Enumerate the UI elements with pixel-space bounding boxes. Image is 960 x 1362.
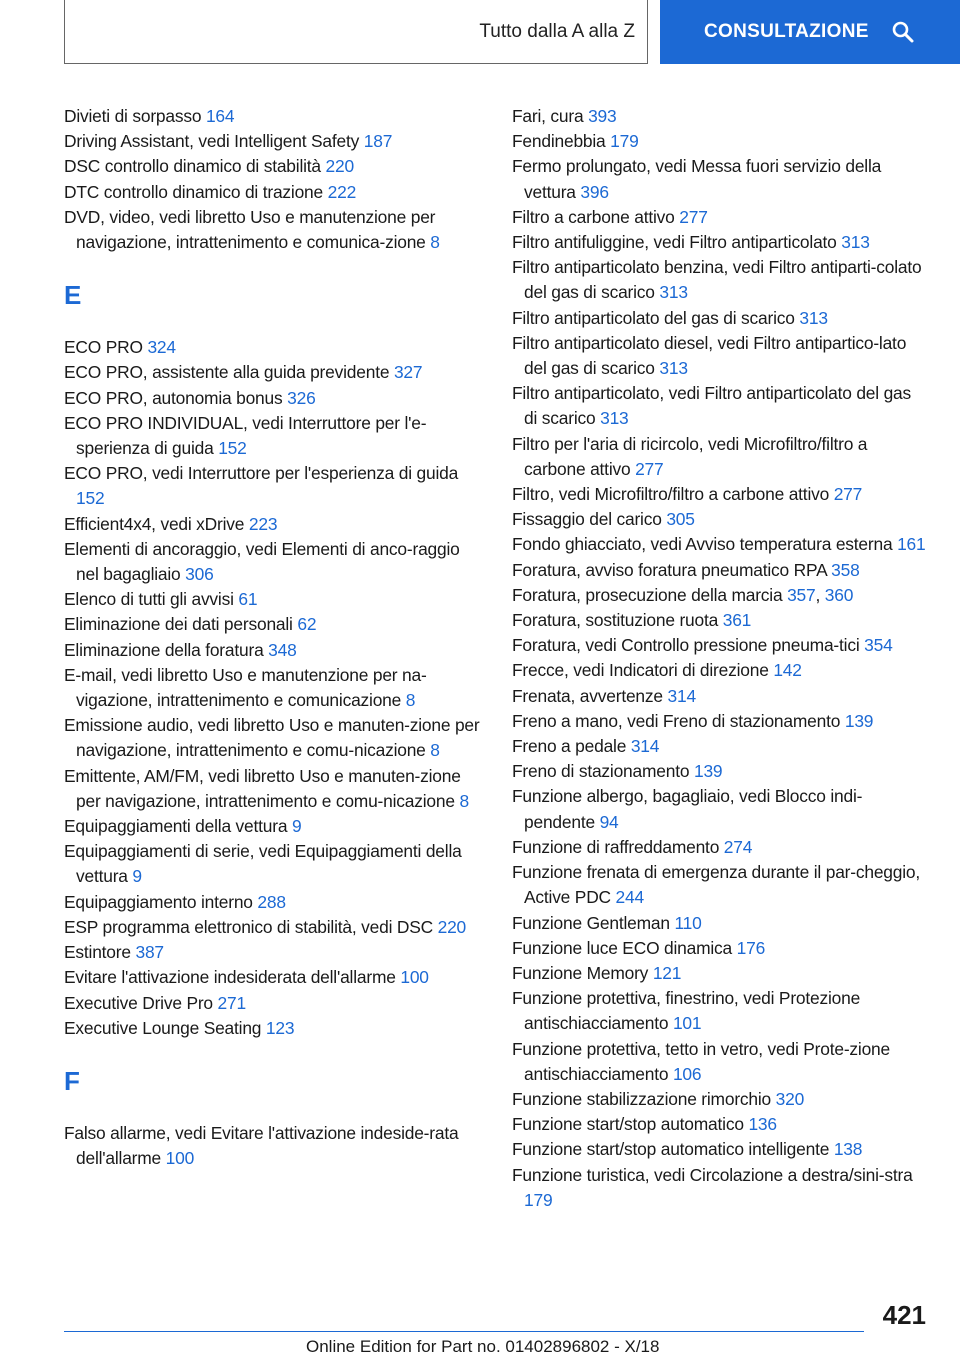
index-entry-term: Filtro antiparticolato, vedi Filtro antiparticolato del gas di scarico xyxy=(512,383,912,429)
page-reference-link[interactable]: 314 xyxy=(630,736,660,757)
page-reference-link[interactable]: 139 xyxy=(844,710,874,731)
page-reference-link[interactable]: 161 xyxy=(897,534,926,555)
index-entry xyxy=(512,860,928,910)
index-entry-term: Equipaggiamenti di serie, vedi Equipaggiamenti della vettura xyxy=(64,841,462,887)
index-entry-term: Filtro antifuliggine, vedi Filtro antiparticolato xyxy=(512,232,842,253)
page-reference-link[interactable]: 152 xyxy=(76,488,105,509)
page-reference-link[interactable]: 110 xyxy=(674,912,702,933)
index-entry-term: Funzione luce ECO dinamica xyxy=(512,937,737,958)
index-entry xyxy=(512,1112,928,1137)
index-entry-term: Freno a mano, vedi Freno di stazionamento xyxy=(512,710,845,731)
index-entry-term: Funzione di raffreddamento xyxy=(512,836,724,857)
index-entry-term: Driving Assistant, vedi Intelligent Safety xyxy=(64,131,364,152)
index-entry xyxy=(512,306,928,331)
page-reference-link[interactable]: 222 xyxy=(327,181,357,202)
section-tab-consultazione[interactable] xyxy=(660,0,960,64)
index-entry-term: ECO PRO, autonomia bonus xyxy=(64,387,288,408)
index-entry-term: Estintore xyxy=(64,942,136,963)
page-reference-link[interactable]: 360 xyxy=(824,584,854,605)
index-entry xyxy=(512,482,928,507)
index-entry-term: Eliminazione dei dati personali xyxy=(64,614,298,635)
index-entry-term: Funzione start/stop automatico intelligente xyxy=(512,1139,834,1160)
page-reference-link[interactable]: 62 xyxy=(297,614,317,635)
page-reference-link[interactable]: 8 xyxy=(430,232,440,253)
index-entry xyxy=(64,104,484,129)
index-entry xyxy=(64,915,484,940)
footer-edition-text: Online Edition for Part no. 01402896802 - X/18 xyxy=(306,1337,660,1356)
index-entry xyxy=(512,1087,928,1112)
page-reference-link[interactable]: 101 xyxy=(672,1013,702,1034)
index-entry xyxy=(512,205,928,230)
page-reference-link[interactable]: 100 xyxy=(165,1148,195,1169)
index-entry xyxy=(512,633,928,658)
index-entry xyxy=(512,608,928,633)
page-reference-link[interactable]: 277 xyxy=(635,458,664,479)
index-entry xyxy=(512,154,928,204)
index-entry xyxy=(64,411,484,461)
index-entry xyxy=(512,835,928,860)
index-entry xyxy=(512,936,928,961)
breadcrumb-label: Tutto dalla A alla Z xyxy=(479,20,635,42)
index-entry-term: E-mail, vedi libretto Uso e manutenzione per na-vigazione, intrattenimento e comunicazione xyxy=(64,664,427,711)
index-entry xyxy=(64,360,484,385)
index-entry-term: Emittente, AM/FM, vedi libretto Uso e manuten-zione per navigazione, intrattenimento e comu-nicazione xyxy=(64,765,461,811)
index-entry-term: Executive Lounge Seating xyxy=(64,1017,266,1038)
index-entry xyxy=(512,432,928,482)
page-reference-link[interactable]: 136 xyxy=(748,1114,777,1135)
page-reference-link[interactable]: 314 xyxy=(667,685,696,706)
page-reference-link[interactable]: 313 xyxy=(659,282,688,303)
page-reference-link[interactable]: 8 xyxy=(405,690,416,711)
page-reference-link[interactable]: 361 xyxy=(722,610,752,631)
index-entry-term: Freno di stazionamento xyxy=(512,761,694,782)
page-reference-link[interactable]: 354 xyxy=(864,635,893,656)
index-entry xyxy=(64,965,484,990)
index-entry-term: Emissione audio, vedi libretto Uso e manuten-zione per navigazione, intrattenimento e comu-nicazione xyxy=(64,715,480,761)
index-entry xyxy=(64,129,484,154)
index-entry xyxy=(64,1016,484,1041)
index-entry-term: ESP programma elettronico di stabilità, vedi DSC xyxy=(64,916,438,937)
section-label: CONSULTAZIONE xyxy=(704,21,869,42)
index-entry-term: Frecce, vedi Indicatori di direzione xyxy=(512,660,774,681)
index-entry-term: Eliminazione della foratura xyxy=(64,639,269,660)
index-entry-term: Funzione Gentleman xyxy=(512,912,675,933)
index-entry-term: Filtro, vedi Microfiltro/filtro a carbone attivo xyxy=(512,484,834,505)
index-entry-term: Fendinebbia xyxy=(512,131,611,152)
index-column-right xyxy=(512,104,928,1213)
index-entry-term: Fondo ghiacciato, vedi Avviso temperatura esterna xyxy=(512,534,898,555)
page-reference-link[interactable]: 288 xyxy=(257,891,286,912)
index-entry xyxy=(64,205,484,255)
page-reference-link[interactable]: 94 xyxy=(599,811,619,832)
index-entry xyxy=(64,461,484,511)
page-reference-link[interactable]: 387 xyxy=(135,942,164,963)
page-reference-link[interactable]: 9 xyxy=(132,866,142,887)
index-entry xyxy=(512,986,928,1036)
index-entry xyxy=(64,764,484,814)
index-entry-term: Filtro per l'aria di ricircolo, vedi Microfiltro/filtro a carbone attivo xyxy=(512,433,868,479)
index-entry-term: Funzione stabilizzazione rimorchio xyxy=(512,1088,776,1109)
page-reference-link[interactable]: 138 xyxy=(833,1139,863,1160)
page-reference-link[interactable]: 357 xyxy=(787,584,816,605)
index-entry-term: Foratura, vedi Controllo pressione pneuma-tici xyxy=(512,635,865,656)
index-entry xyxy=(512,684,928,709)
index-entry xyxy=(512,255,928,305)
index-entry-term: Fari, cura xyxy=(512,106,589,126)
page-reference-link[interactable]: 277 xyxy=(833,484,863,505)
index-entry-term: Fermo prolungato, vedi Messa fuori servizio della vettura xyxy=(512,156,882,202)
index-entry xyxy=(512,331,928,381)
index-entry-term: Filtro antiparticolato benzina, vedi Filtro antiparti-colato del gas di scarico xyxy=(512,257,922,303)
index-entry xyxy=(64,587,484,612)
index-entry-term: Funzione Memory xyxy=(512,962,653,983)
index-entry xyxy=(64,180,484,205)
index-entry-term: Equipaggiamento interno xyxy=(64,891,258,912)
index-entry xyxy=(512,532,928,557)
page-reference-link[interactable]: 179 xyxy=(610,131,639,152)
index-entry xyxy=(64,663,484,713)
page-reference-link[interactable]: 220 xyxy=(437,916,467,937)
index-entry-term: Frenata, avvertenze xyxy=(512,685,668,706)
index-entry-term: Divieti di sorpasso xyxy=(64,106,206,126)
index-entry-term: Funzione protettiva, finestrino, vedi Protezione antischiacciamento xyxy=(512,988,861,1034)
index-entry-term: ECO PRO xyxy=(64,337,148,358)
index-entry xyxy=(64,839,484,889)
page-reference-link[interactable]: 305 xyxy=(666,509,695,530)
index-entry xyxy=(64,814,484,839)
index-entry xyxy=(64,335,484,360)
page-reference-link[interactable]: 8 xyxy=(430,740,440,761)
page-reference-link[interactable]: 396 xyxy=(580,181,609,202)
index-entry xyxy=(512,734,928,759)
index-entry xyxy=(512,709,928,734)
page-reference-link[interactable]: 313 xyxy=(799,307,828,328)
index-entry xyxy=(512,658,928,683)
index-entry-term: DSC controllo dinamico di stabilità xyxy=(64,156,326,177)
page-reference-link[interactable]: 320 xyxy=(775,1088,805,1109)
index-entry xyxy=(512,759,928,784)
page-reference-link[interactable]: 123 xyxy=(265,1017,295,1038)
index-entry xyxy=(512,507,928,532)
page-reference-link[interactable]: 277 xyxy=(679,206,708,227)
index-entry-term: Elementi di ancoraggio, vedi Elementi di anco-raggio nel bagagliaio xyxy=(64,538,460,585)
page-number: 421 xyxy=(882,1300,926,1330)
page-reference-link[interactable]: 326 xyxy=(287,387,316,408)
page-reference-link[interactable]: 313 xyxy=(600,408,629,429)
index-entry xyxy=(512,784,928,834)
index-entry xyxy=(64,1121,484,1171)
footer-divider xyxy=(64,1331,864,1332)
page-reference-link[interactable]: 358 xyxy=(831,559,860,580)
index-entry xyxy=(64,890,484,915)
index-entry-term: Evitare l'attivazione indesiderata dell'allarme xyxy=(64,967,401,988)
index-entry-term: DTC controllo dinamico di trazione xyxy=(64,181,328,202)
page-reference-link[interactable]: 187 xyxy=(363,131,393,152)
index-entry-term: ECO PRO INDIVIDUAL, vedi Interruttore per l'e-sperienza di guida xyxy=(64,412,427,459)
page-reference-link[interactable]: 274 xyxy=(723,836,753,857)
index-entry-term: Executive Drive Pro xyxy=(64,992,218,1013)
page-reference-link[interactable]: 220 xyxy=(325,156,354,177)
page-reference-link[interactable]: 223 xyxy=(248,513,278,534)
index-entry-term: Funzione protettiva, tetto in vetro, vedi Prote-zione antischiacciamento xyxy=(512,1038,890,1084)
section-letter: F xyxy=(64,1065,80,1096)
page-reference-link[interactable]: 106 xyxy=(672,1063,702,1084)
index-entry xyxy=(512,558,928,583)
page-reference-link[interactable]: 152 xyxy=(218,438,247,459)
index-entry-term: Efficient4x4, vedi xDrive xyxy=(64,513,249,534)
index-entry xyxy=(64,612,484,637)
index-entry-term: Filtro antiparticolato del gas di scarico xyxy=(512,307,800,328)
index-entry xyxy=(64,940,484,965)
page-reference-link[interactable]: 179 xyxy=(524,1189,553,1210)
page-reference-link[interactable]: 61 xyxy=(238,589,258,610)
index-entry xyxy=(64,991,484,1016)
page-reference-link[interactable]: 9 xyxy=(291,816,302,837)
page-reference-link[interactable]: 244 xyxy=(615,887,644,908)
index-entry-term: ECO PRO, vedi Interruttore per l'esperienza di guida xyxy=(64,463,459,484)
index-entry xyxy=(512,129,928,154)
page-reference-link[interactable]: 324 xyxy=(147,337,176,358)
index-entry-term: Elenco di tutti gli avvisi xyxy=(64,589,239,610)
index-entry xyxy=(512,1137,928,1162)
index-entry xyxy=(64,638,484,663)
index-entry-term: Filtro a carbone attivo xyxy=(512,206,680,227)
index-entry-term: Funzione turistica, vedi Circolazione a destra/sini-stra xyxy=(512,1164,913,1185)
page-reference-link[interactable]: 306 xyxy=(185,564,214,585)
index-entry xyxy=(512,381,928,431)
section-letter: E xyxy=(64,280,82,311)
index-entry-term: ECO PRO, assistente alla guida previdente xyxy=(64,362,394,383)
page-reference-link[interactable]: 8 xyxy=(459,790,469,811)
index-entry-term: Foratura, sostituzione ruota xyxy=(512,610,723,631)
index-entry xyxy=(512,104,928,129)
index-entry-term: Equipaggiamenti della vettura xyxy=(64,816,292,837)
page-reference-link[interactable]: 313 xyxy=(659,358,688,379)
page-reference-link[interactable]: 139 xyxy=(693,761,723,782)
index-entry xyxy=(64,713,484,763)
page-reference-link[interactable]: 313 xyxy=(841,232,870,253)
index-entry xyxy=(64,154,484,179)
index-entry xyxy=(64,512,484,537)
page-reference-link[interactable]: 327 xyxy=(393,362,423,383)
index-entry: Foratura, prosecuzione della marcia 357, 360 xyxy=(512,584,854,605)
index-entry xyxy=(512,911,928,936)
index-column-left xyxy=(64,104,484,1171)
index-entry xyxy=(512,1163,928,1213)
index-entry xyxy=(64,537,484,587)
index-entry-term: Foratura, avviso foratura pneumatico RPA xyxy=(512,559,832,580)
page-reference-link[interactable]: 164 xyxy=(205,106,235,126)
index-entry-term: Funzione start/stop automatico xyxy=(512,1114,749,1135)
index-entry xyxy=(64,386,484,411)
index-entry xyxy=(512,961,928,986)
index-entry-term: Funzione albergo, bagagliaio, vedi Blocco indi-pendente xyxy=(512,786,863,832)
page-reference-link[interactable]: 121 xyxy=(652,962,682,983)
index-entry-term: Funzione frenata di emergenza durante il par-cheggio, Active PDC xyxy=(512,862,920,908)
page-reference-link[interactable]: 100 xyxy=(400,967,429,988)
index-entry xyxy=(512,230,928,255)
header-breadcrumb[interactable] xyxy=(64,0,648,64)
page-reference-link[interactable]: 176 xyxy=(736,937,766,958)
page-reference-link[interactable]: 142 xyxy=(773,660,802,681)
page-reference-link[interactable]: 348 xyxy=(268,639,297,660)
index-entry-term: Freno a pedale xyxy=(512,736,631,757)
index-entry-term: Falso allarme, vedi Evitare l'attivazione indeside-rata dell'allarme xyxy=(64,1122,459,1169)
index-entry-term: DVD, video, vedi libretto Uso e manutenzione per navigazione, intrattenimento e comunica-zione xyxy=(64,206,436,253)
index-entry xyxy=(512,1037,928,1087)
page-reference-link[interactable]: 393 xyxy=(588,106,617,126)
page-reference-link[interactable]: 271 xyxy=(217,992,246,1013)
index-entry-term: Foratura, prosecuzione della marcia xyxy=(512,584,788,605)
index-entry-term: Filtro antiparticolato diesel, vedi Filtro antipartico-lato del gas di scarico xyxy=(512,332,907,379)
index-entry-term: Fissaggio del carico xyxy=(512,509,667,530)
search-icon[interactable] xyxy=(891,20,915,44)
